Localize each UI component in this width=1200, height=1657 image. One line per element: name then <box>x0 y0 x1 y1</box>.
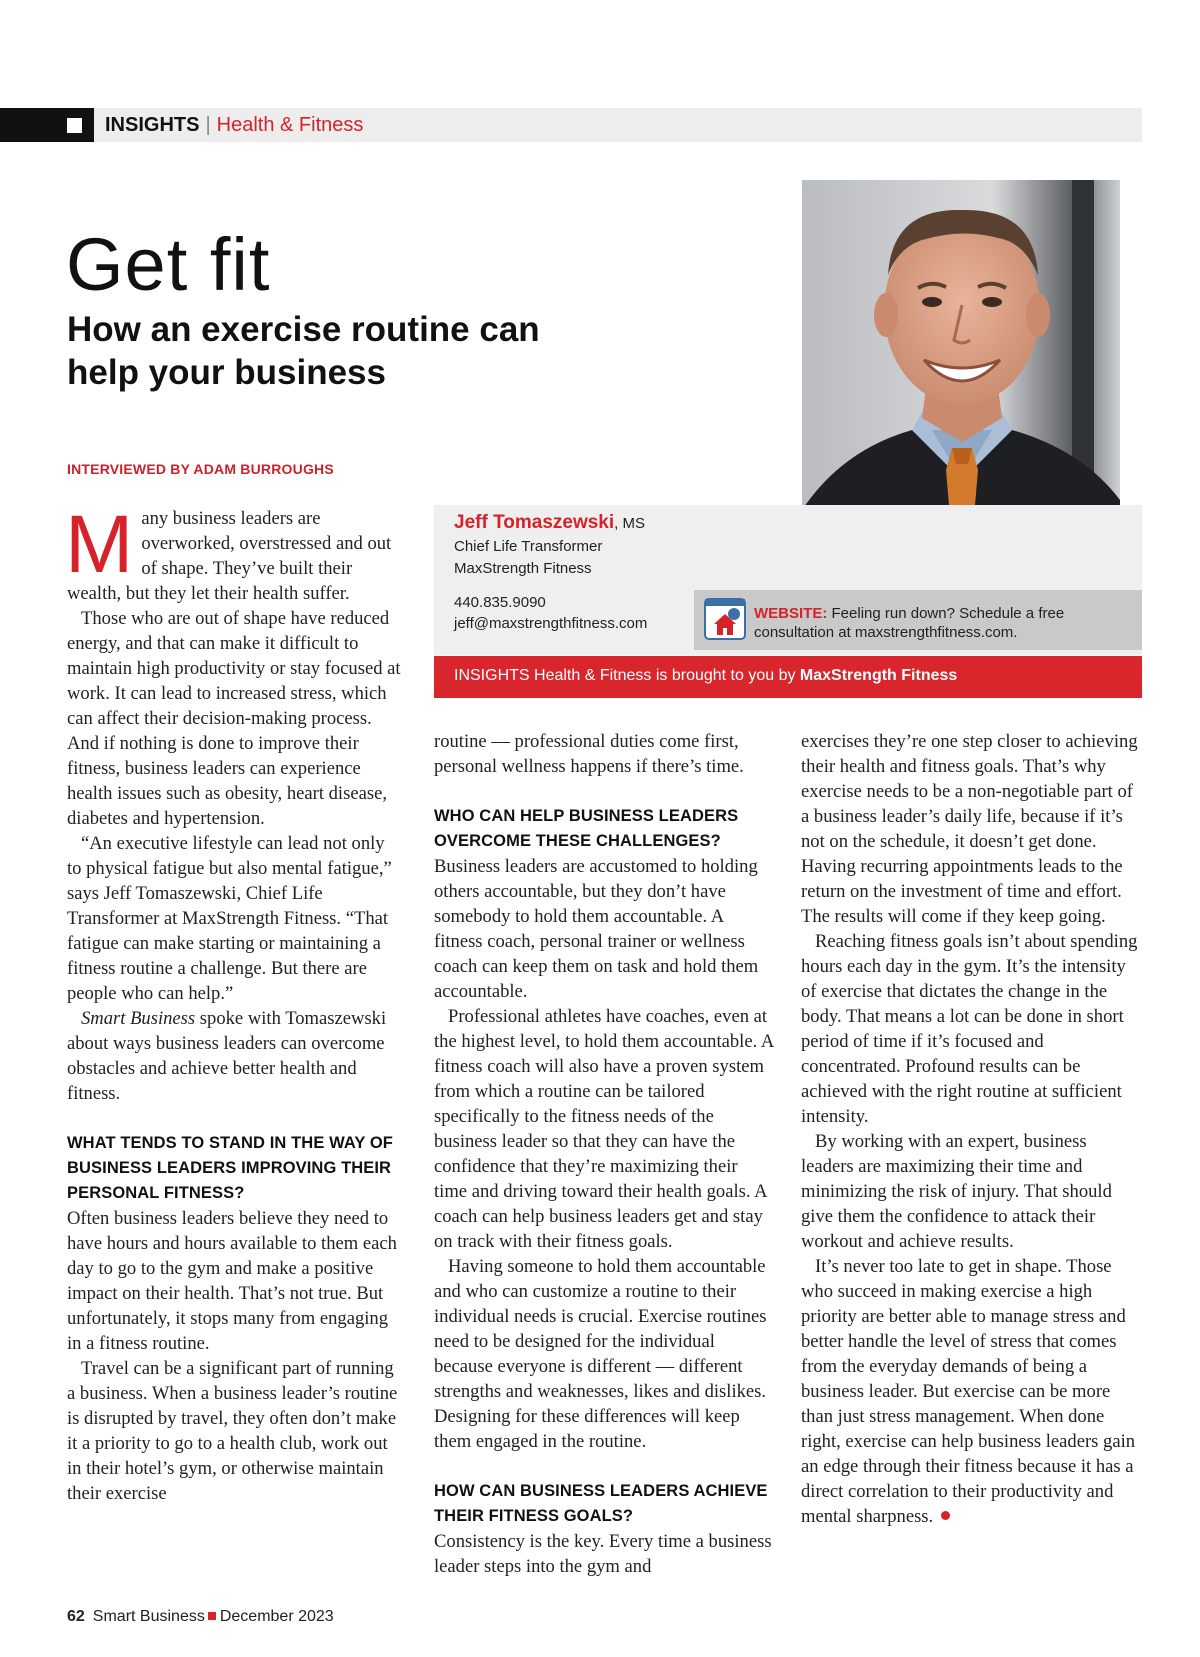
section-label <box>105 113 363 137</box>
footer-square-icon <box>208 1612 216 1620</box>
section-heading: WHAT TENDS TO STAND IN THE WAY OF BUSINESS LEADERS IMPROVING THEIR PERSONAL FITNESS? <box>67 1134 393 1202</box>
paragraph: Reaching fitness goals isn’t about spending hours each day in the gym. It’s the intensity of exercise that dictates the change in the body. That means a lot can be done in short period of time if it’s focused and concentrated. Profound results can be achieved with the right routine at sufficient intensity. <box>801 931 1138 1127</box>
expert-role: Chief Life Transformer <box>454 538 603 555</box>
expert-name <box>454 512 645 534</box>
section-separator: | <box>205 114 211 136</box>
page-footer <box>67 1608 334 1626</box>
paragraph-continued: exercises they’re one step closer to achieving their health and fitness goals. That’s why exercise needs to be a non-negotiable part of a business leader’s daily life, because if it’s not on the schedule, it doesn’t get done. Having recurring appointments leads to the return on the investment of time and effort. The results will come if they keep going. <box>801 731 1138 927</box>
square-icon <box>67 118 82 133</box>
sponsor-prefix: INSIGHTS Health & Fitness is brought to you by <box>454 667 800 684</box>
article-title: Get fit <box>66 223 271 306</box>
article-subtitle: How an exercise routine can help your business <box>67 310 540 392</box>
article-column-1 <box>65 499 403 1506</box>
paragraph: Professional athletes have coaches, even at the highest level, to hold them accountable. A fitness coach will also have a proven system from which a routine can be tailored specifically to the fitness needs of the business leader so that they can have the confidence that they’re maximizing their time and driving toward their health goals. A coach can help business leaders get and stay on track with their fitness goals. <box>434 1006 774 1252</box>
header-black-block <box>0 108 94 142</box>
publication-name: Smart Business <box>81 1008 196 1029</box>
paragraph <box>67 1006 403 1106</box>
paragraph: By working with an expert, business leaders are maximizing their time and minimizing the risk of injury. That should give them the confidence to attack their workout and achieve results. <box>801 1131 1112 1252</box>
paragraph-final <box>801 1254 1143 1529</box>
paragraph-intro-text: any business leaders are overworked, overstressed and out of shape. They’ve built their wealth, but they let their health suffer. <box>67 508 392 604</box>
expert-credential: , MS <box>614 515 645 532</box>
expert-phone[interactable]: 440.835.9090 <box>454 594 546 611</box>
website-text[interactable] <box>754 604 1134 642</box>
section-heading: HOW CAN BUSINESS LEADERS ACHIEVE THEIR FITNESS GOALS? <box>434 1482 768 1525</box>
expert-email[interactable]: jeff@maxstrengthfitness.com <box>454 615 648 632</box>
paragraph-text: spoke with Tomaszewski about ways business leaders can overcome obstacles and achieve better health and fitness. <box>67 1008 387 1104</box>
issue-date: December 2023 <box>219 1608 334 1625</box>
paragraph-intro <box>65 499 403 606</box>
paragraph: Consistency is the key. Every time a business leader steps into the gym and <box>434 1531 772 1577</box>
section-header-bar <box>0 108 1142 142</box>
paragraph-continued: routine — professional duties come first, personal wellness happens if there’s time. <box>434 731 744 777</box>
section-heading: WHO CAN HELP BUSINESS LEADERS OVERCOME THESE CHALLENGES? <box>434 807 739 850</box>
byline: INTERVIEWED BY ADAM BURROUGHS <box>67 461 334 477</box>
expert-company: MaxStrength Fitness <box>454 560 592 577</box>
paragraph: Having someone to hold them accountable and who can customize a routine to their individual needs is crucial. Exercise routines need to be designed for the individual because everyone is different — different strengths and weaknesses, likes and dislikes. Designing for these differences will keep them engaged in the routine. <box>434 1256 767 1452</box>
paragraph: Often business leaders believe they need to have hours and hours available to them each day to go to the gym and make a positive impact on their health. That’s not true. But unfortunately, it stops many from engaging in a fitness routine. <box>67 1208 397 1354</box>
paragraph-text: It’s never too late to get in shape. Those who succeed in making exercise a high priority are better able to manage stress and better handle the level of stress that comes from the everyday demands of being a business leader. But exercise can be more than just stress management. When done right, exercise can help business leaders gain an edge through their fitness because it has a direct correlation to their productivity and mental sharpness. <box>801 1256 1136 1527</box>
page-number: 62 <box>67 1608 85 1625</box>
section-name: INSIGHTS <box>105 114 200 136</box>
article-column-2 <box>434 729 774 1579</box>
website-description: Feeling run down? Schedule a free consultation at maxstrengthfitness.com. <box>754 605 1065 641</box>
expert-name-text: Jeff Tomaszewski <box>454 512 615 533</box>
sponsor-brand: MaxStrength Fitness <box>799 667 958 684</box>
drop-cap: M <box>65 499 134 590</box>
publication-title: Smart Business <box>92 1608 205 1625</box>
paragraph: Those who are out of shape have reduced energy, and that can make it difficult to maintain high productivity or stay focused at work. It can lead to increased stress, which can affect their decision-making process. And if nothing is done to improve their fitness, business leaders can experience health issues such as obesity, heart disease, diabetes and hypertension. <box>67 608 401 829</box>
paragraph: Business leaders are accustomed to holding others accountable, but they don’t have somebody to hold them accountable. A fitness coach, personal trainer or wellness coach can keep them on task and hold them accountable. <box>434 856 759 1002</box>
end-mark-icon <box>941 1511 950 1520</box>
sponsor-bar <box>434 656 1142 698</box>
paragraph-quote: “An executive lifestyle can lead not only to physical fatigue but also mental fatigue,” says Jeff Tomaszewski, Chief Life Transformer at MaxStrength Fitness. “That fatigue can make starting or maintaining a fitness routine a challenge. But there are people who can help.” <box>67 833 392 1004</box>
section-category: Health & Fitness <box>216 114 364 136</box>
article-column-3 <box>801 729 1143 1529</box>
website-house-icon <box>704 598 746 640</box>
website-label: WEBSITE: <box>754 605 828 622</box>
paragraph: Travel can be a significant part of running a business. When a business leader’s routine is disrupted by travel, they often don’t make it a priority to go to a health club, work out in their hotel’s gym, or otherwise maintain their exercise <box>67 1358 398 1504</box>
